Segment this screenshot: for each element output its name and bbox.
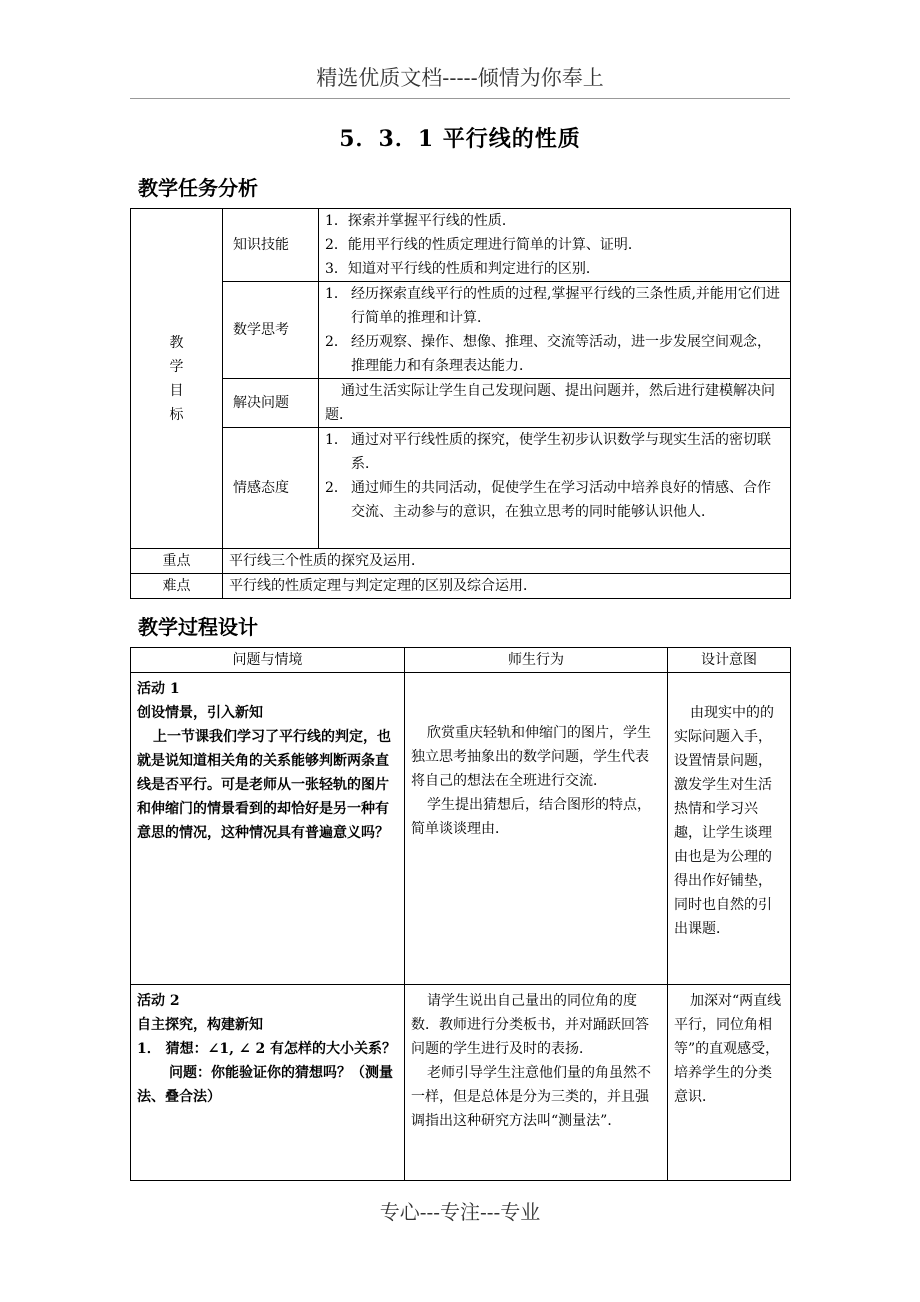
page-footer: 专心---专注---专业 (379, 1200, 541, 1224)
activity-2-intent: 加深对“两直线平行，同位角相等”的直观感受，培养学生的分类意识． (668, 985, 791, 1181)
task-analysis-table (130, 208, 791, 599)
activity-2-question: 问题：你能验证你的猜想吗？（测量法、叠合法） (137, 1065, 393, 1105)
document-title: 5．3．1 平行线的性质 (339, 126, 581, 152)
difficulty-text: 平行线的性质定理与判定定理的区别及综合运用． (223, 574, 791, 599)
key-point-text: 平行线三个性质的探究及运用． (223, 549, 791, 574)
activity-1-name: 活动 1 (137, 681, 180, 697)
math-thinking-items: 1． 经历探索直线平行的性质的过程,掌握平行线的三条性质,并能用它们进行简单的推理和计算． 2． 经历观察、操作、想像、推理、交流等活动，进一步发展空间观念，推理能力和有条理表达能力． (319, 282, 791, 379)
knowledge-items: 1．探索并掌握平行线的性质． 2．能用平行线的性质定理进行简单的计算、证明． 3．知道对平行线的性质和判定进行的区别． (319, 209, 791, 282)
activity-2-problem (131, 985, 405, 1181)
activity-2-behavior: 请学生说出自己量出的同位角的度数．教师进行分类板书，并对踊跃回答问题的学生进行及时的表扬． 老师引导学生注意他们量的角虽然不一样，但是总体是分为三类的，并且强调指出这种研究方法叫“测量法”． (405, 985, 668, 1181)
difficulty-label: 难点 (131, 574, 223, 599)
problem-solving-text: 通过生活实际让学生自己发现问题、提出问题并，然后进行建模解决问题． (319, 379, 791, 428)
section-heading-task-analysis: 教学任务分析 (138, 176, 258, 200)
key-point-label: 重点 (131, 549, 223, 574)
activity-1-intent: 由现实中的的实际问题入手，设置情景问题，激发学生对生活热情和学习兴趣，让学生谈理由也是为公理的得出作好铺垫，同时也自然的引出课题． (668, 673, 791, 985)
activity-2-subtitle: 自主探究，构建新知 (137, 1017, 263, 1033)
teaching-goals-label: 教 学 目 标 (131, 209, 223, 549)
section-heading-process-design: 教学过程设计 (138, 615, 258, 639)
page-header: 精选优质文档-----倾情为你奉上 (130, 62, 790, 99)
activity-1-behavior: 欣赏重庆轻轨和伸缩门的图片，学生独立思考抽象出的数学问题，学生代表将自己的想法在全班进行交流． 学生提出猜想后，结合图形的特点，简单谈谈理由． (405, 673, 668, 985)
row-label-problem-solving: 解决问题 (223, 379, 319, 428)
activity-2-conjecture: 1． 猜想：∠1, ∠ 2 有怎样的大小关系？ (137, 1041, 397, 1057)
activity-1-body: 上一节课我们学习了平行线的判定，也就是说知道相关角的关系能够判断两条直线是否平行。可是老师从一张轻轨的图片和伸缩门的情景看到的却恰好是另一种有意思的情况，这种情况具有普遍意义吗？ (137, 729, 391, 841)
activity-1-problem (131, 673, 405, 985)
attitude-items: 1． 通过对平行线性质的探究，使学生初步认识数学与现实生活的密切联系． 2． 通过师生的共同活动，促使学生在学习活动中培养良好的情感、合作交流、主动参与的意识，在独立思考的同时能够认识他人． (319, 428, 791, 549)
column-header-intent: 设计意图 (668, 648, 791, 673)
column-header-problem: 问题与情境 (131, 648, 405, 673)
column-header-behavior: 师生行为 (405, 648, 668, 673)
process-design-table (130, 647, 791, 1181)
activity-2-name: 活动 2 (137, 993, 180, 1009)
row-label-attitude: 情感态度 (223, 428, 319, 549)
row-label-knowledge: 知识技能 (223, 209, 319, 282)
row-label-math-thinking: 数学思考 (223, 282, 319, 379)
activity-1-subtitle: 创设情景，引入新知 (137, 705, 263, 721)
